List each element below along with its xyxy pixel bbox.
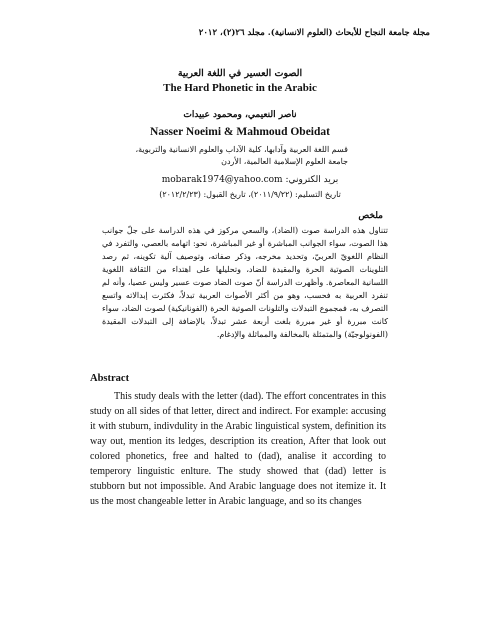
abstract-english-heading: Abstract xyxy=(90,373,130,384)
submission-dates: تاريخ التسليم: (٢٠١١/٩/٢٢)، تاريخ القبول: (٢٠١٢/٢/٢٣) xyxy=(159,190,341,199)
email-label: بريد الكتروني: xyxy=(285,175,339,185)
title-english: The Hard Phonetic in the Arabic xyxy=(163,82,317,94)
journal-header: مجلة جامعة النجاح للأبحاث (العلوم الانسانية). مجلد ٢٦(٢)، ٢٠١٢ xyxy=(198,28,430,38)
abstract-arabic-heading: ملخص xyxy=(358,211,383,221)
abstract-arabic-text: تتناول هذه الدراسة صوت (الضاد)، والسعي مركوز في هذه الدراسة على جلّ جوانب هذا الصوت، سواء الجوانب المباشرة أو غير المباشرة، نحو: اتهامه بالعصي، والتفرد في النظام اللغويّ العربيّ، وتحديد مخرجه، وذكر صفاته، وتوصيف آلية تكوينه، ثم رصد التلوينات الصوتية الحرة والمقيدة للضاد، وتحليلها على اهتداء من الثقافة اللغوية اللسانية المعاصرة. وأظهرت الدراسة أنّ صوت الضاد صوت عسير وليس عصيا، وأنه لم تنفرد العربية به فحسب، وهو من أكثر الأصوات العربية تبدلاً، فكثرت إبدالاته واتسع التصرف به، فمجموع التبدلات والتلونات الصوتية الحرة (الفونانيكية) لصوت الضاد، سواء كانت مبررة أو غير مبررة بلغت أربعة عشر تبدلاً، بالإضافة إلى التبدلات المقيدة (الفونولوجيّة) والمتمثلة بالمخالفة والمماثلة والإدغام. xyxy=(102,226,388,339)
authors-english: Nasser Noeimi & Mahmoud Obeidat xyxy=(150,126,330,138)
title-arabic: الصوت العسير في اللغة العربية xyxy=(177,68,303,79)
email-address: mobarak1974@yahoo.com xyxy=(161,175,283,185)
affiliation-line-1: قسم اللغة العربية وآدابها، كلية الآداب والعلوم الانسانية والتربوية، xyxy=(135,145,348,154)
abstract-english-text: This study deals with the letter (dad). The effort concentrates in this study on all sides of that letter, direct and indirect. For example: accusing it with stuburn, indivdulity in the Arabic linguistical system, definition its way out, mention its ledges, description its creation, After that look out colored phonetics, free and halted to (dad), analise it according to temperory linguistic enlture. The study showed that (dad) letter is stubborn but not impossible. And Arabic language does not itemize it. It us the most changeable letter in Arabic language, and so its changes xyxy=(90,391,386,507)
authors-arabic: ناصر النعيمي، ومحمود عبيدات xyxy=(183,110,297,120)
email-line xyxy=(150,175,350,185)
affiliation-line-2: جامعة العلوم الإسلامية العالمية، الأردن xyxy=(221,157,348,166)
